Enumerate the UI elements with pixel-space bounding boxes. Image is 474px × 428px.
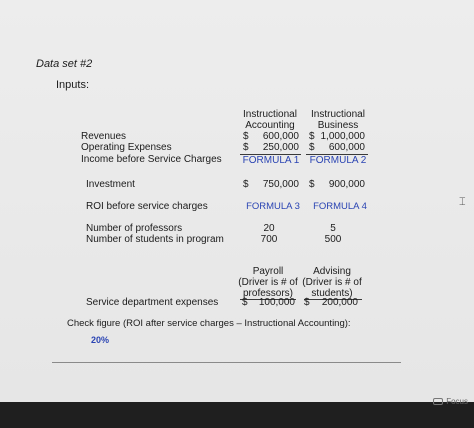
revenues-acct-value: 600,000	[262, 131, 299, 142]
students-bus-value: 500	[324, 234, 342, 245]
focus-button[interactable]	[433, 395, 468, 408]
taskbar	[0, 402, 474, 428]
income-label: Income before Service Charges	[81, 154, 222, 165]
students-acct-value: 700	[260, 234, 278, 245]
revenues-acct-currency: $	[243, 131, 249, 142]
check-figure-text: Check figure (ROI after service charges – Instructional Accounting):	[67, 318, 351, 329]
payroll-header-line1: Payroll	[252, 266, 284, 277]
advising-header-line3: students)	[311, 288, 353, 299]
students-label: Number of students in program	[86, 234, 224, 245]
text-cursor-icon: ⌶	[459, 196, 466, 208]
opex-bus-value: 600,000	[328, 142, 365, 153]
payroll-header-line3: professors)	[242, 288, 293, 299]
advising-value: 200,000	[321, 297, 358, 308]
inputs-label: Inputs:	[56, 79, 90, 91]
payroll-header-line2: (Driver is # of	[238, 277, 298, 288]
focus-icon	[433, 398, 443, 405]
investment-acct-value: 750,000	[262, 179, 299, 190]
opex-label: Operating Expenses	[81, 142, 172, 153]
investment-bus-currency: $	[309, 179, 315, 190]
opex-bus-currency: $	[309, 142, 315, 153]
formula-3-cell[interactable]: FORMULA 3	[246, 201, 300, 212]
service-expenses-label: Service department expenses	[86, 297, 219, 308]
focus-label: Focus	[446, 397, 468, 406]
advising-currency: $	[304, 297, 310, 308]
opex-acct-value: 250,000	[262, 142, 299, 153]
professors-acct-value: 20	[263, 223, 275, 234]
formula-1-cell[interactable]: FORMULA 1	[242, 155, 300, 166]
check-figure-answer: 20%	[91, 335, 110, 345]
col-header-accounting-line1: Instructional	[243, 109, 297, 120]
formula-2-cell[interactable]: FORMULA 2	[309, 155, 367, 166]
professors-bus-value: 5	[330, 223, 336, 234]
investment-bus-value: 900,000	[328, 179, 365, 190]
bottom-divider	[52, 362, 401, 363]
opex-acct-currency: $	[243, 142, 249, 153]
investment-label: Investment	[86, 179, 135, 190]
payroll-currency: $	[242, 297, 248, 308]
revenues-label: Revenues	[81, 131, 127, 142]
revenues-bus-currency: $	[309, 131, 315, 142]
investment-acct-currency: $	[243, 179, 249, 190]
col-header-accounting-line2: Accounting	[245, 120, 295, 131]
payroll-value: 100,000	[258, 297, 295, 308]
dataset-title: Data set #2	[36, 58, 93, 70]
col-header-business-line2: Business	[317, 120, 359, 131]
advising-header-line1: Advising	[313, 266, 351, 277]
formula-4-cell[interactable]: FORMULA 4	[313, 201, 367, 212]
revenues-bus-value: 1,000,000	[320, 131, 365, 142]
col-header-business-line1: Instructional	[311, 109, 365, 120]
advising-header-line2: (Driver is # of	[302, 277, 362, 288]
roi-label: ROI before service charges	[86, 201, 208, 212]
professors-label: Number of professors	[86, 223, 183, 234]
